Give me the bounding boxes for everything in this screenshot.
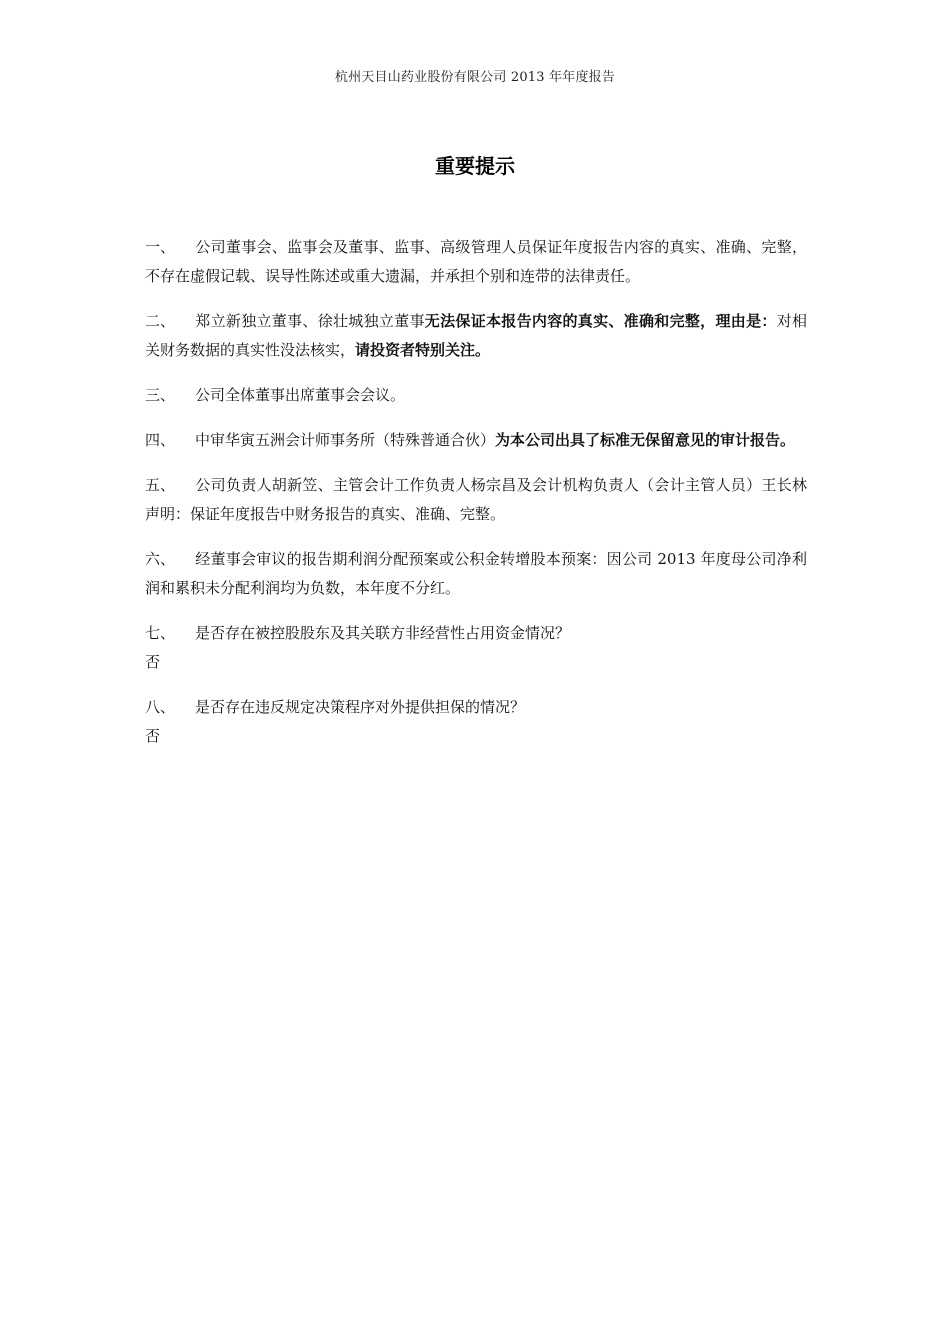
item-text: 公司董事会、监事会及董事、监事、高级管理人员保证年度报告内容的真实、准确、完整，不存在虚假记载、误导性陈述或重大遗漏，并承担个别和连带的法律责任。 [145,238,807,285]
page-title: 重要提示 [435,154,515,178]
item-number: 五、 [145,476,176,494]
item-text: 是否存在违反规定决策程序对外提供担保的情况？ [195,698,526,716]
notice-item-4 [145,426,807,455]
notice-list [145,233,807,767]
item-text: 中审华寅五洲会计师事务所（特殊普通合伙） [195,431,496,449]
item-text: 郑立新独立董事、徐壮城独立董事 [195,312,425,330]
notice-item-3 [145,381,807,410]
item-number: 一、 [145,238,176,256]
item-text: 经董事会审议的报告期利润分配预案或公积金转增股本预案：因公司 2013 年度母公司净利润和累积未分配利润均为负数，本年度不分红。 [145,550,807,597]
item-number: 八、 [145,698,176,716]
item-text: 对相关财务数据的真实性没法核实， [145,312,807,359]
notice-item-5 [145,471,807,529]
item-number: 六、 [145,550,176,568]
notice-item-2 [145,307,807,365]
item-answer: 否 [145,653,161,671]
item-number: 二、 [145,312,176,330]
item-text-emphasis: 为本公司出具了标准无保留意见的审计报告。 [495,431,796,449]
item-text: 公司负责人胡新笠、主管会计工作负责人杨宗昌及会计机构负责人（会计主管人员）王长林声明：保证年度报告中财务报告的真实、准确、完整。 [145,476,807,523]
item-number: 三、 [145,386,176,404]
item-text: 公司全体董事出席董事会会议。 [195,386,406,404]
item-text: 是否存在被控股股东及其关联方非经营性占用资金情况？ [195,624,571,642]
notice-item-6 [145,545,807,603]
notice-item-7 [145,619,807,677]
notice-item-1 [145,233,807,291]
item-answer: 否 [145,727,161,745]
item-text-emphasis: 请投资者特别关注。 [355,341,491,359]
item-number: 四、 [145,431,176,449]
notice-item-8 [145,693,807,751]
item-text-emphasis: 无法保证本报告内容的真实、准确和完整，理由是： [424,312,777,330]
page-header: 杭州天目山药业股份有限公司 2013 年年度报告 [334,70,616,85]
item-number: 七、 [145,624,176,642]
